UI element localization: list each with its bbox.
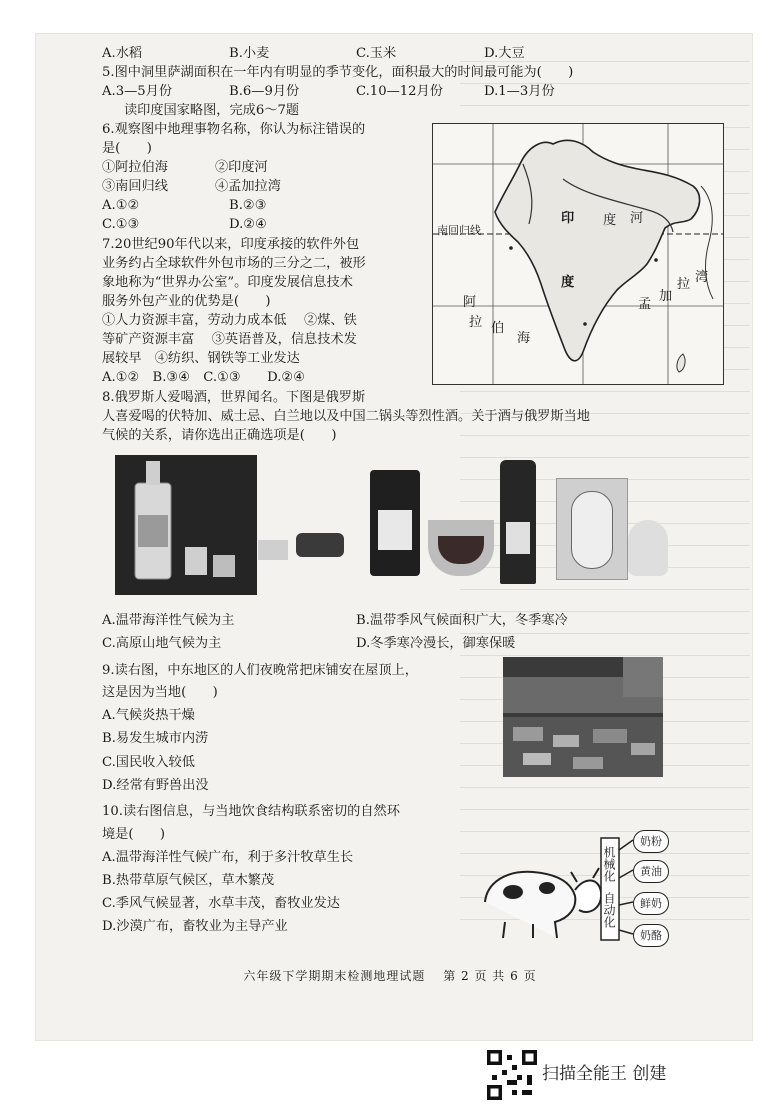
map-label-meng: 孟	[638, 297, 652, 312]
option-d: D.大豆	[484, 46, 525, 61]
q6-opt1: ①阿拉伯海	[102, 160, 168, 175]
map-label-du: 度	[603, 213, 617, 228]
q7-line-6: 等矿产资源丰富 ③英语普及，信息技术发	[102, 332, 357, 347]
map-label-a: 阿	[463, 295, 477, 310]
map-label-yin: 印	[561, 211, 575, 226]
q6-opt3: ③南回归线	[102, 179, 168, 194]
q8-b: B.温带季风气候面积广大，冬季寒冷	[356, 613, 568, 628]
product-cheese: 奶酪	[633, 924, 669, 947]
map-point	[509, 246, 513, 250]
q7-line-4: 服务外包产业的优势是( )	[102, 294, 271, 309]
q10-b: B.热带草原气候区，草木繁茂	[102, 873, 275, 888]
india-map	[432, 123, 724, 385]
india-map-drawing	[433, 124, 723, 384]
sri-lanka	[677, 354, 685, 372]
q6-opt4: ④孟加拉湾	[215, 179, 281, 194]
map-label-jia: 加	[659, 289, 673, 304]
q6-stem-1: 6.观察图中地理事物名称，你认为标注错误的	[102, 122, 366, 137]
rooftops-drawing	[503, 657, 663, 777]
q9-a: A.气候炎热干燥	[102, 708, 195, 723]
intro-6-7: 读印度国家略图，完成6～7题	[124, 103, 300, 118]
india-outline	[495, 140, 700, 360]
automation-label: 自动化	[602, 892, 616, 928]
q5-c: C.10—12月份	[356, 84, 443, 99]
product-fresh-milk: 鲜奶	[633, 892, 669, 915]
q6-c: C.①③	[102, 217, 140, 232]
q8-c: C.高原山地气候为主	[102, 636, 222, 651]
map-label-la: 拉	[677, 277, 691, 292]
map-label-hai: 海	[517, 331, 531, 346]
map-point	[583, 322, 587, 326]
rooftop-beds-photo	[503, 657, 663, 777]
q6-b: B.②③	[229, 198, 267, 213]
q6-a: A.①②	[102, 198, 140, 213]
q9-c: C.国民收入较低	[102, 755, 195, 770]
product-butter: 黄油	[633, 860, 669, 883]
option-b: B.小麦	[229, 46, 270, 61]
map-label-wan: 湾	[695, 270, 709, 285]
q9-b: B.易发生城市内涝	[102, 731, 209, 746]
product-milk-powder: 奶粉	[633, 830, 669, 853]
q6-opt2: ②印度河	[215, 160, 268, 175]
q5-d: D.1—3月份	[484, 84, 555, 99]
q10-c: C.季风气候显著，水草丰茂，畜牧业发达	[102, 896, 340, 911]
q7-line-1: 7.20世纪90年代以来，印度承接的软件外包	[102, 237, 360, 252]
q5-stem: 5.图中洞里萨湖面积在一年内有明显的季节变化，面积最大的时间最可能为( )	[102, 65, 574, 80]
qr-code-icon	[487, 1050, 537, 1100]
q10-d: D.沙漠广布，畜牧业为主导产业	[102, 919, 288, 934]
map-label-la2: 拉	[469, 315, 483, 330]
q7-options: A.①② B.③④ C.①③ D.②④	[102, 370, 306, 385]
map-label-he: 河	[630, 211, 644, 226]
q5-a: A.3—5月份	[102, 84, 173, 99]
q10-line-2: 境是( )	[102, 827, 166, 842]
q7-line-5: ①人力资源丰富，劳动力成本低 ②煤、铁	[102, 313, 357, 328]
q8-line-1: 8.俄罗斯人爱喝酒，世界闻名。下图是俄罗斯	[102, 390, 366, 405]
option-a: A.水稻	[102, 46, 143, 61]
q7-line-7: 展较早 ④纺织、钢铁等工业发达	[102, 351, 300, 366]
q7-line-2: 业务约占全球软件外包市场的三分之二，被形	[102, 256, 366, 271]
map-label-tropic: 南回归线	[437, 224, 481, 237]
q6-stem-2: 是( )	[102, 141, 152, 156]
map-point	[654, 258, 658, 262]
option-c: C.玉米	[356, 46, 397, 61]
q9-line-1: 9.读右图，中东地区的人们夜晚常把床铺安在屋顶上，	[102, 663, 418, 678]
q6-d: D.②④	[229, 217, 267, 232]
dairy-diagram	[475, 830, 675, 949]
vodka-bottle-drawing	[115, 455, 257, 595]
map-label-bo: 伯	[491, 321, 505, 336]
mechanization-label: 机械化	[602, 846, 616, 882]
brandy-glass	[428, 520, 494, 576]
q8-a: A.温带海洋性气候为主	[102, 613, 235, 628]
glass-left	[258, 540, 288, 560]
q8-line-2: 人喜爱喝的伏特加、威士忌、白兰地以及中国二锅头等烈性酒。关于酒与俄罗斯当地	[102, 409, 590, 424]
q8-d: D.冬季寒冷漫长，御寒保暖	[356, 636, 516, 651]
q10-line-1: 10.读右图信息，与当地饮食结构联系密切的自然环	[102, 804, 400, 819]
q7-line-3: 象地称为“世界办公室”。印度发展信息技术	[102, 275, 353, 290]
erguotou-box	[556, 478, 628, 580]
vodka-photo	[115, 455, 257, 595]
q10-a: A.温带海洋性气候广布，利于多汁牧草生长	[102, 850, 354, 865]
q9-d: D.经常有野兽出没	[102, 778, 209, 793]
glass-dark	[296, 533, 344, 557]
brandy-bottle	[500, 460, 536, 584]
whisky-bottle	[370, 470, 420, 576]
page-footer: 六年级下学期期末检测地理试题 第 2 页 共 6 页	[243, 969, 537, 983]
scanner-credit: 扫描全能王 创建	[542, 1064, 667, 1084]
q9-line-2: 这是因为当地( )	[102, 685, 218, 700]
erguotou-jar	[628, 520, 668, 576]
q5-b: B.6—9月份	[229, 84, 300, 99]
map-label-du-2: 度	[561, 275, 575, 290]
q8-line-3: 气候的关系，请你选出正确选项是( )	[102, 428, 337, 443]
